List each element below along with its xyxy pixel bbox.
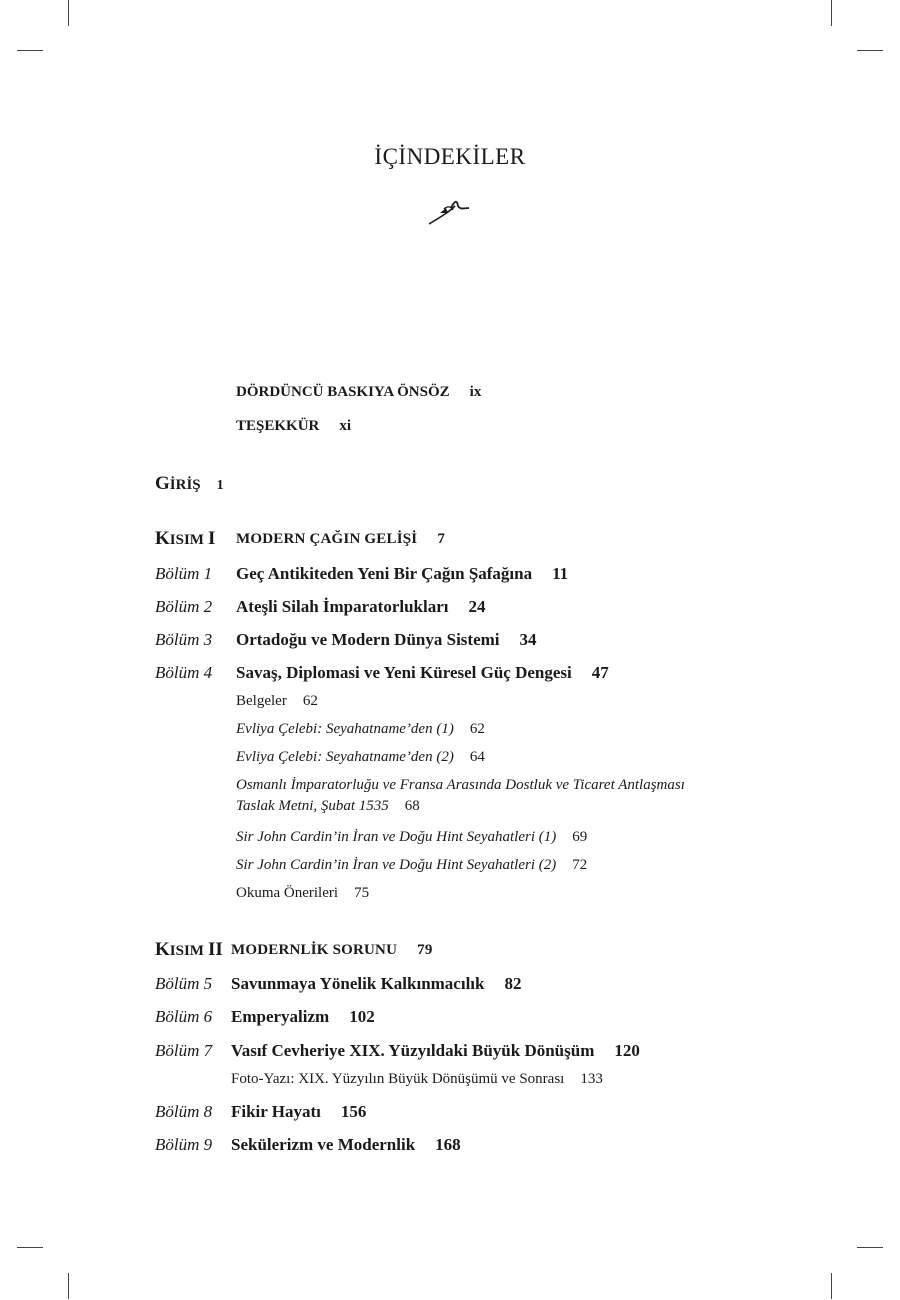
entry-title: Emperyalizm	[231, 1007, 330, 1026]
page-number: 62	[302, 693, 318, 709]
toc-entry-introduction[interactable]	[155, 473, 224, 495]
entry-title: TEŞEKKÜR	[236, 418, 320, 434]
entry-title: Foto-Yazı: XIX. Yüzyılın Büyük Dönüşümü ve Sonrası	[231, 1071, 565, 1087]
entry-title: Savaş, Diplomasi ve Yeni Küresel Güç Dengesi	[236, 663, 572, 682]
toc-entry-chapter-1[interactable]	[236, 564, 568, 584]
page-number: 64	[469, 749, 485, 765]
page-title: İÇİNDEKİLER	[374, 144, 526, 169]
toc-entry-documents[interactable]	[236, 693, 318, 710]
entry-title: MODERNLİK SORUNU	[231, 942, 398, 958]
toc-entry-chapter-2[interactable]	[236, 597, 486, 617]
entry-title: Vasıf Cevheriye XIX. Yüzyıldaki Büyük Dönüşüm	[231, 1041, 595, 1060]
entry-title: Fikir Hayatı	[231, 1102, 321, 1121]
part-label: KISIM II	[155, 939, 223, 960]
page-number: 102	[349, 1007, 375, 1026]
page-number: 133	[580, 1071, 603, 1087]
ornament-icon	[427, 196, 473, 228]
crop-mark	[831, 1273, 832, 1299]
chapter-number: Bölüm 8	[155, 1102, 213, 1121]
page-number: 7	[437, 531, 446, 547]
page-number: 34	[519, 630, 537, 649]
toc-entry-chapter-5[interactable]	[231, 974, 521, 994]
crop-mark	[68, 1273, 69, 1299]
entry-title-line-1: Osmanlı İmparatorluğu ve Fransa Arasında Dostluk ve Ticaret Antlaşması	[236, 777, 685, 793]
entry-title: Evliya Çelebi: Seyahatname’den (1)	[236, 721, 454, 737]
toc-entry-chapter-4[interactable]	[236, 663, 609, 683]
entry-title: Ortadoğu ve Modern Dünya Sistemi	[236, 630, 500, 649]
entry-title: Sir John Cardin’in İran ve Doğu Hint Seyahatleri (2)	[236, 857, 557, 873]
entry-title: Sir John Cardin’in İran ve Doğu Hint Seyahatleri (1)	[236, 829, 557, 845]
toc-entry-document[interactable]	[236, 857, 587, 874]
toc-entry-preface[interactable]	[236, 384, 481, 401]
page-number: 156	[340, 1102, 367, 1121]
page-number: ix	[469, 384, 482, 400]
entry-title: Okuma Önerileri	[236, 885, 339, 901]
entry-title: Geç Antikiteden Yeni Bir Çağın Şafağına	[236, 564, 533, 583]
page-number: 68	[404, 798, 420, 814]
entry-title: Ateşli Silah İmparatorlukları	[236, 597, 449, 616]
toc-entry-acknowledgements[interactable]	[236, 418, 351, 435]
chapter-number: Bölüm 3	[155, 630, 213, 649]
toc-entry-document[interactable]	[236, 777, 685, 815]
toc-entry-chapter-8[interactable]	[231, 1102, 366, 1122]
toc-entry-further-reading[interactable]	[236, 885, 369, 902]
page-number: 47	[591, 663, 609, 682]
entry-title: Sekülerizm ve Modernlik	[231, 1135, 416, 1154]
crop-mark	[17, 50, 43, 51]
chapter-number: Bölüm 9	[155, 1135, 213, 1154]
toc-entry-document[interactable]	[236, 721, 485, 738]
crop-mark	[17, 1247, 43, 1248]
toc-entry-chapter-6[interactable]	[231, 1007, 375, 1027]
page-number: 82	[504, 974, 522, 993]
toc-entry-document[interactable]	[236, 749, 485, 766]
chapter-number: Bölüm 7	[155, 1041, 213, 1060]
entry-title: DÖRDÜNCÜ BASKIYA ÖNSÖZ	[236, 384, 450, 400]
crop-mark	[857, 1247, 883, 1248]
entry-title-initial: G	[155, 473, 170, 494]
toc-entry-chapter-9[interactable]	[231, 1135, 461, 1155]
page-number: 72	[572, 857, 588, 873]
chapter-number: Bölüm 1	[155, 564, 213, 583]
part-label: KISIM I	[155, 528, 216, 549]
toc-entry-part-2[interactable]	[231, 942, 433, 959]
toc-entry-part-1[interactable]	[236, 531, 445, 548]
chapter-number: Bölüm 2	[155, 597, 213, 616]
chapter-number: Bölüm 6	[155, 1007, 213, 1026]
chapter-number: Bölüm 4	[155, 663, 213, 682]
page-number: 62	[469, 721, 485, 737]
entry-title: Belgeler	[236, 693, 287, 709]
toc-entry-chapter-3[interactable]	[236, 630, 537, 650]
crop-mark	[68, 0, 69, 26]
entry-title: Evliya Çelebi: Seyahatname’den (2)	[236, 749, 454, 765]
crop-mark	[831, 0, 832, 26]
page-number: 168	[435, 1135, 461, 1154]
toc-entry-chapter-7[interactable]	[231, 1041, 640, 1061]
chapter-number: Bölüm 5	[155, 974, 213, 993]
entry-title-rest: İRİŞ	[169, 477, 201, 493]
page-number: xi	[339, 418, 352, 434]
entry-title: Savunmaya Yönelik Kalkınmacılık	[231, 974, 485, 993]
crop-mark	[857, 50, 883, 51]
page-number: 75	[354, 885, 370, 901]
entry-title: MODERN ÇAĞIN GELİŞİ	[236, 531, 418, 547]
page-number: 24	[468, 597, 486, 616]
page-number: 1	[216, 478, 224, 493]
page-number: 120	[614, 1041, 640, 1060]
page-number: 11	[552, 564, 569, 583]
entry-title-line-2: Taslak Metni, Şubat 1535	[236, 798, 389, 814]
page-number: 69	[572, 829, 588, 845]
toc-entry-photo-essay[interactable]	[231, 1071, 603, 1088]
page-number: 79	[417, 942, 433, 958]
toc-entry-document[interactable]	[236, 829, 587, 846]
